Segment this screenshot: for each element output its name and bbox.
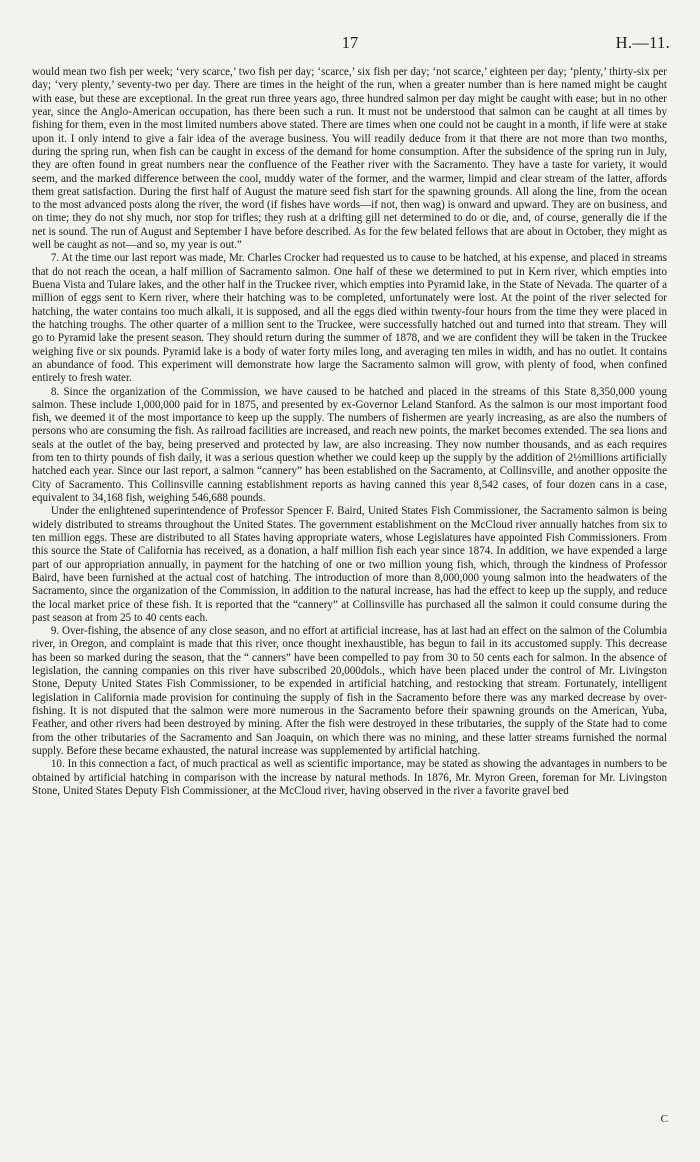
paragraph-8: 8. Since the organization of the Commission, we have caused to be hatched and placed in the streams of this State 8,350,000 young salmon. These include 1,000,000 paid for in 1875, and presented by ex-Governor Leland Stanford. As the salmon is our most important food fish, we deemed it of the most importance to keep up the supply. The numbers of fishermen are yearly increasing, as are also the numbers of persons who are consuming the fish. As railroad facilities are increased, and reach new points, the market becomes extended. The sea lions and seals at the outlet of the bay, being preserved and protected by law, are also increasing. They now number thousands, and as each requires from ten to thirty pounds of fish daily, it was a serious question whether we could keep up the supply by the addition of 2½millions artificially hatched each year. Since our last report, a salmon “cannery” has been established on the Sacramento, at Collinsville, and another opposite the City of Sacramento. This Collinsville canning establishment reports as having canned this year 8,542 cases, of four dozen cans in a case, equivalent to 34,168 fish, weighing 546,688 pounds.	[32, 385, 668, 504]
body-text	[32, 66, 667, 798]
signature-mark: C	[660, 1113, 668, 1125]
paragraph-baird: Under the enlightened superintendence of Professor Spencer F. Baird, United States Fish Commissioner, the Sacramento salmon is being widely distributed to streams throughout the United States. The government establishment on the McCloud river annually hatches from six to ten million eggs. These are distributed to all States having appropriate waters, whose Legislatures have appointed Fish Commissioners. From this source the State of California has received, as a donation, a half million fish each year since 1874. In addition, we have expended a large part of our appropriation annually, in payment for the hatching of one or two million young fish, which, through the kindness of Professor Baird, have been furnished at the actual cost of hatching. The introduction of more than 8,000,000 young salmon into the headwaters of the Sacramento, since the organization of the Commission, in addition to the natural increase, has had the effect to keep up the supply, and reduce the local market price of these fish. It is reported that the “cannery” at Collinsville has purchased all the salmon it could consume during the past season at from 25 to 40 cents each.	[32, 505, 667, 624]
paragraph-continued: would mean two fish per week; ‘very scarce,’ two fish per day; ‘scarce,’ six fish per day; ‘not scarce,’ eighteen per day; ‘plenty,’ thirty-six per day; ‘very plenty,’ seventy-two per day. There are times in the height of the run, when a greater number than is here named might be caught with ease, but these are exceptional. In the great run three years ago, three hundred salmon per day might be caught with ease; but in no other year, since the Anglo-American occupation, has there been such a run. It must not be understood that salmon can be caught at all times by fishing for them, even in the most limited numbers above stated. There are times when one could not be caught in a month, if life were at stake upon it. I only intend to give a fair idea of the average business. You will readily deduce from it that there are not more than two months, during the spring run, when fish can be caught in excess of the demand for home consumption. After the subsidence of the spring run in July, they are often found in great numbers near the confluence of the Feather river with the Sacramento. They have a taste for variety, it would seem, and the marked difference between the cool, muddy water of the former, and the warmer, limpid and clear stream of the latter, affords them great satisfaction. During the first half of August the mature seed fish start for the spawning grounds. All along the line, from the ocean to the most advanced posts along the river, the word (if fishes have words—if not, then wag) is onward and upward. They are on business, and on time; they do not shy much, nor stop for trifles; they rush at a drifting gill net determined to do or die, and, of course, generally die if the net is sound. The run of August and September I have before described. As for the few belated fellows that are about in October, they might as well be caught as not—and so, my year is out.”	[32, 66, 667, 252]
paragraph-9: 9. Over-fishing, the absence of any close season, and no effort at artificial increase, has at last had an effect on the salmon of the Columbia river, in Oregon, and complaint is made that this river, once thought inexhaustible, has begun to fail in its accustomed supply. This decrease has been so marked during the season, that the “ canners” have been compelled to pay from 30 to 50 cents each for salmon. In the absence of legislation, the canning companies on this river have subscribed 20,000dols., which have been placed under the control of Mr. Livingston Stone, Deputy United States Fish Commissioner, to be expended in artificial hatching, and restocking that stream. Fortunately, intelligent legislation in California made provision for continuing the supply of fish in the Sacramento before there was any marked decrease by over-fishing. It is not disputed that the salmon were more numerous in the Sacramento before their spawning grounds on the American, Yuba, Feather, and other rivers had been destroyed by mining. After the fish were destroyed in these tributaries, the supply of the State had to come from the other tributaries of the Sacramento and San Joaquin, on which there was no mining, and these latter streams furnished the normal supply. Before these became exhausted, the natural increase was supplemented by artificial hatching.	[32, 625, 667, 757]
paragraph-10: 10. In this connection a fact, of much practical as well as scientific importance, may be stated as showing the advantages in numbers to be obtained by artificial hatching in comparison with the increase by natural methods. In 1876, Mr. Myron Green, foreman for Mr. Livingston Stone, United States Deputy Fish Commissioner, at the McCloud river, having observed in the river a favorite gravel bed	[32, 758, 667, 797]
page-number: 17	[341, 33, 359, 52]
document-reference: H.—11.	[615, 33, 670, 52]
paragraph-7: 7. At the time our last report was made, Mr. Charles Crocker had requested us to cause to be hatched, at his expense, and placed in streams that do not reach the ocean, a half million of Sacramento salmon. One half of these we determined to put in Kern river, which empties into Buena Vista and Tulare lakes, and the other half in the Truckee river, which empties into Pyramid lake, in the State of Nevada. The quarter of a million of eggs sent to Kern river, where their hatching was to be completed, unfortunately were lost. At the point of the river selected for hatching, the water contains too much alkali, it is supposed, and all the eggs died within twenty-four hours from the time they were placed in the hatching troughs. The other quarter of a million sent to the Truckee, were successfully hatched out and turned into that stream. They will go to Pyramid lake the present season. They should return during the summer of 1878, and we are confident they will be taken in the Truckee weighing five or six pounds. Pyramid lake is a body of water forty miles long, and averaging ten miles in width, and has no outlet. It contains an abundance of food. This experiment will demonstrate how large the Sacramento salmon will grow, with plenty of food, when confined entirely to fresh water.	[32, 252, 667, 385]
